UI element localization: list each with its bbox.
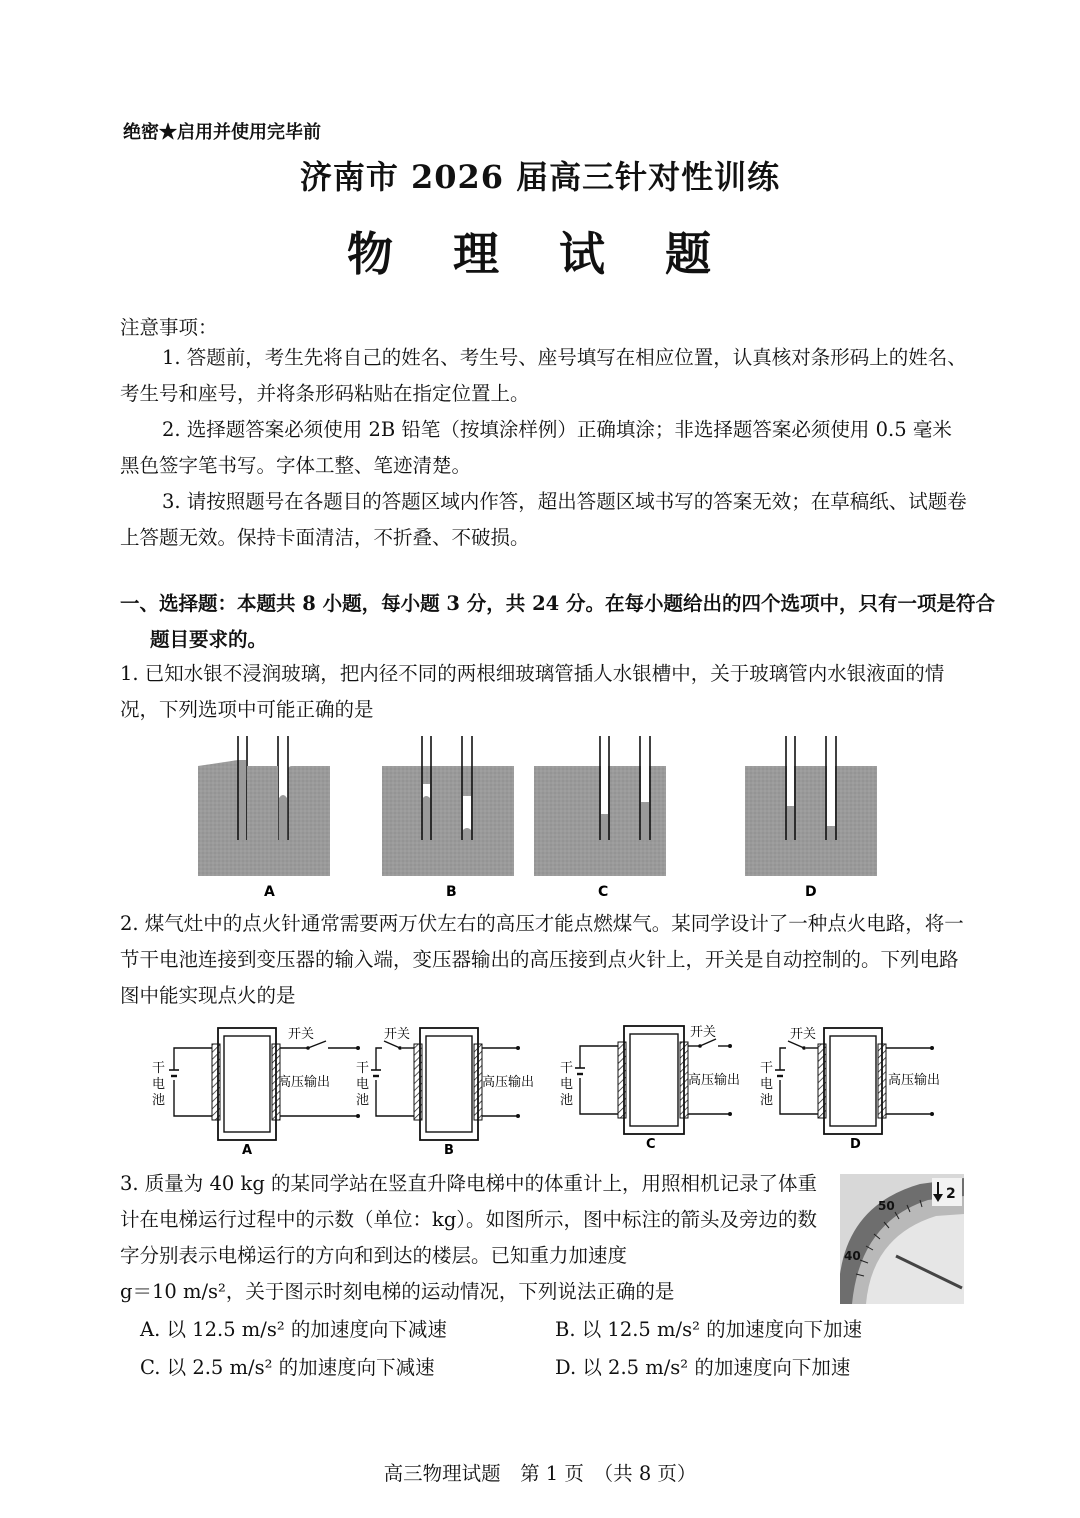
circuit-c <box>560 1025 740 1152</box>
q2-output-label-b: 高压输出 <box>482 1075 535 1090</box>
trough-a <box>198 736 330 876</box>
question-2-text: 2. 煤气灶中的点火针通常需要两万伏左右的高压才能点燃煤气。某同学设计了一种点火电路，将一节干电池连接到变压器的输入端，变压器输出的高压接到点火针上，开关是自动控制的。下列电路图中能实现点火的是 <box>120 912 964 1007</box>
q2-battery-3-b: 池 <box>356 1093 370 1108</box>
notice-item-3: 3. 请按照题号在各题目的答题区域内作答，超出答题区域书写的答案无效；在草稿纸、试题卷上答题无效。保持卡面清洁，不折叠、不破损。 <box>120 490 967 549</box>
q3-option-a: A. 以 12.5 m/s² 的加速度向下减速 <box>140 1318 447 1341</box>
q2-label-a: A <box>242 1143 253 1158</box>
q2-battery-2-d: 电 <box>760 1077 774 1092</box>
scale-reading-40: 40 <box>844 1249 861 1263</box>
notice-heading: 注意事项： <box>120 316 218 339</box>
q2-battery-2-a: 电 <box>152 1077 166 1092</box>
q1-label-b: B <box>446 884 457 900</box>
q2-label-b: B <box>444 1143 454 1158</box>
q2-label-d: D <box>850 1137 861 1152</box>
q2-battery-2-c: 电 <box>560 1077 574 1092</box>
q2-battery-1-d: 干 <box>760 1061 774 1076</box>
q2-battery-1-c: 干 <box>560 1061 574 1076</box>
subject-title: 物 理 试 题 <box>346 227 734 281</box>
q2-battery-3-c: 池 <box>560 1093 574 1108</box>
q1-figure <box>190 736 920 902</box>
q2-output-label-c: 高压输出 <box>688 1073 741 1088</box>
q2-switch-label-b: 开关 <box>384 1027 411 1042</box>
circuit-b <box>356 1027 534 1158</box>
question-3-text <box>120 1166 830 1310</box>
q2-battery-3-a: 池 <box>152 1093 166 1108</box>
page-footer: 高三物理试题 第 1 页 （共 8 页） <box>383 1462 697 1485</box>
section-heading: 一、选择题：本题共 8 小题，每小题 3 分，共 24 分。在每小题给出的四个选项中，只有一项是符合题目要求的。 <box>120 592 996 651</box>
q2-switch-label-d: 开关 <box>790 1027 817 1042</box>
q2-output-label-a: 高压输出 <box>278 1075 331 1090</box>
question-1-text: 1. 已知水银不浸润玻璃，把内径不同的两根细玻璃管插人水银槽中，关于玻璃管内水银液面的情况，下列选项中可能正确的是 <box>120 662 945 721</box>
q2-output-label-d: 高压输出 <box>888 1073 941 1088</box>
notice-item-2: 2. 选择题答案必须使用 2B 铅笔（按填涂样例）正确填涂；非选择题答案必须使用 0.5 毫米黑色签字笔书写。字体工整、笔迹清楚。 <box>120 418 952 477</box>
secret-label: 绝密★启用并使用完毕前 <box>123 122 321 143</box>
q2-switch-label-c: 开关 <box>690 1025 717 1040</box>
q3-option-c: C. 以 2.5 m/s² 的加速度向下减速 <box>140 1356 435 1379</box>
q2-battery-1-b: 干 <box>356 1061 370 1076</box>
question-3-text-line2: g＝10 m/s²，关于图示时刻电梯的运动情况，下列说法正确的是 <box>120 1280 675 1303</box>
q2-figure <box>150 1022 950 1158</box>
q2-battery-2-b: 电 <box>356 1077 370 1092</box>
q2-battery-1-a: 干 <box>152 1061 166 1076</box>
trough-d <box>745 736 877 876</box>
trough-c <box>534 736 666 876</box>
q3-option-b: B. 以 12.5 m/s² 的加速度向下加速 <box>555 1318 863 1341</box>
question-3-text-line1: 3. 质量为 40 kg 的某同学站在竖直升降电梯中的体重计上，用照相机记录了体重计在电梯运行过程中的示数（单位：kg）。如图所示，图中标注的箭头及旁边的数字分别表示电梯运行的方向和到达的楼层。已知重力加速度 <box>120 1172 818 1267</box>
q1-label-d: D <box>805 884 817 900</box>
q3-option-d: D. 以 2.5 m/s² 的加速度向下加速 <box>555 1356 851 1379</box>
q2-label-c: C <box>646 1137 656 1152</box>
circuit-a <box>152 1027 360 1158</box>
scale-photo <box>840 1174 964 1304</box>
q1-label-a: A <box>264 884 275 900</box>
q1-label-c: C <box>598 884 609 900</box>
circuit-d <box>760 1027 940 1152</box>
notice-item-1: 1. 答题前，考生先将自己的姓名、考生号、座号填写在相应位置，认真核对条形码上的姓名、考生号和座号，并将条形码粘贴在指定位置上。 <box>120 346 967 405</box>
scale-reading-50: 50 <box>878 1199 895 1213</box>
exam-title: 济南市 2026 届高三针对性训练 <box>299 158 781 196</box>
q2-battery-3-d: 池 <box>760 1093 774 1108</box>
q2-switch-label-a: 开关 <box>288 1027 315 1042</box>
trough-b <box>382 736 514 876</box>
floor-number: 2 <box>946 1186 956 1202</box>
